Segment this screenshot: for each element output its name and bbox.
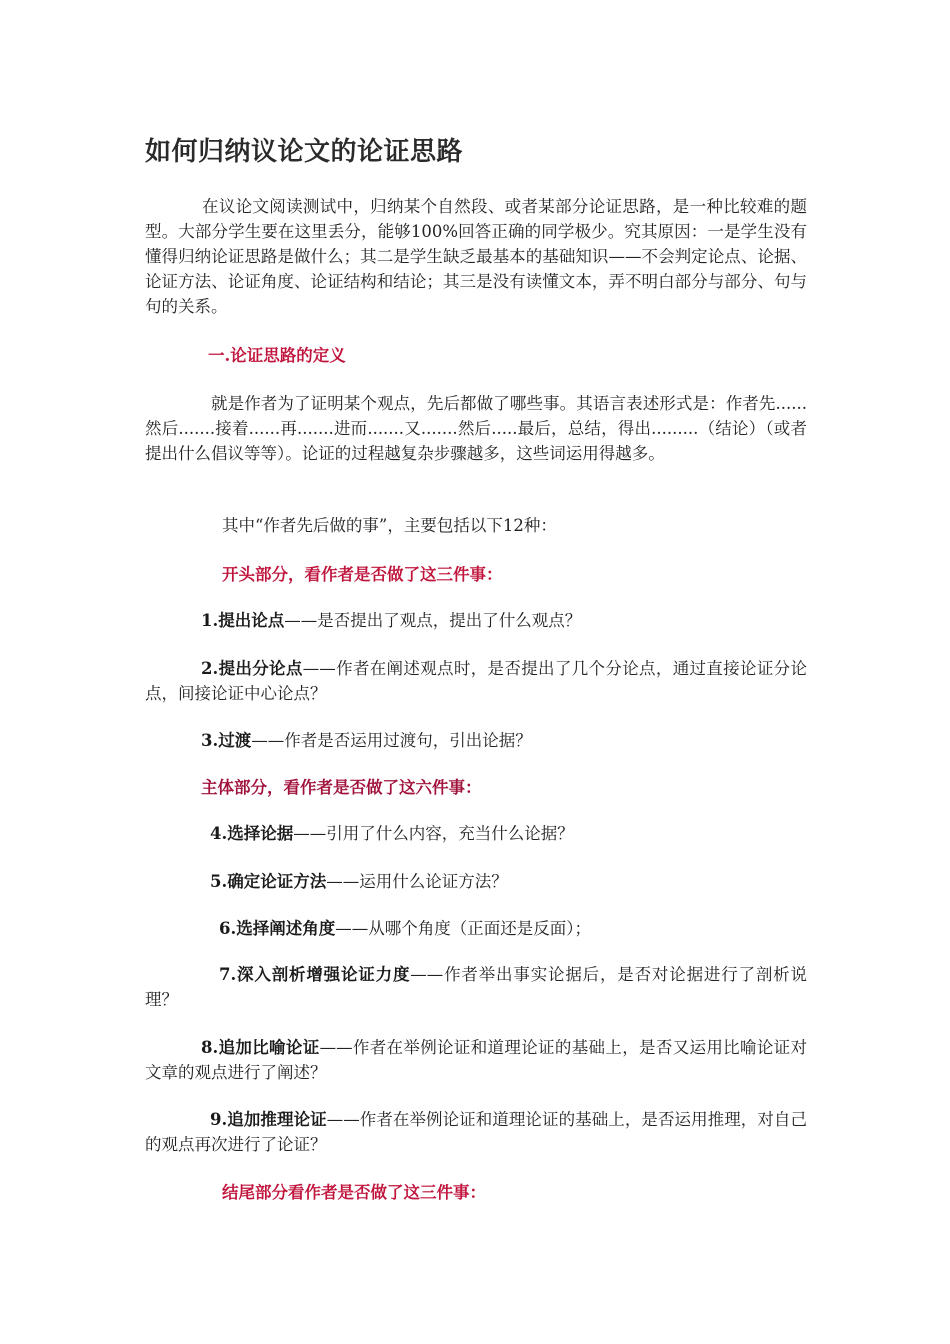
item-term: 选择论据: [227, 824, 294, 843]
definition-paragraph: 就是作者为了证明某个观点，先后都做了哪些事。其语言表述形式是：作者先......然后.......接着......再.......进而.......又.......然后.....最后，总结，得出.........（结论）（或者提出什么倡议等等）。论证的过程越复杂步骤越多，这些词运用得越多。: [145, 394, 807, 463]
page-title: 如何归纳议论文的论证思路: [145, 137, 464, 167]
list-item: [210, 869, 508, 894]
list-item: [201, 608, 581, 633]
item-description: ——作者举出事实论据后，是否对论据进行了剖析说理？: [145, 965, 808, 1009]
item-number: 9.: [210, 1110, 228, 1129]
item-description: ——作者在阐述观点时，是否提出了几个分论点，通过直接论证分论点，间接论证中心论点？: [145, 659, 808, 703]
item-description: ——从哪个角度（正面还是反面）；: [335, 919, 591, 938]
item-description: ——作者是否运用过渡句，引出论据？: [251, 731, 532, 750]
item-number: 7.: [219, 965, 237, 984]
list-item: [145, 656, 807, 706]
opening-part-heading: 开头部分，看作者是否做了这三件事：: [222, 565, 503, 584]
item-term: 追加比喻论证: [218, 1038, 320, 1057]
list-item: [145, 1035, 807, 1085]
item-number: 5.: [210, 872, 228, 891]
item-description: ——作者在举例论证和道理论证的基础上，是否又运用比喻论证对文章的观点进行了阐述？: [145, 1038, 808, 1082]
item-number: 8.: [201, 1038, 219, 1057]
list-item: [210, 821, 574, 846]
item-description: ——引用了什么内容，充当什么论据？: [293, 824, 574, 843]
item-term: 深入剖析增强论证力度: [236, 965, 411, 984]
item-term: 选择阐述角度: [236, 919, 336, 938]
item-number: 6.: [219, 919, 237, 938]
list-item: [219, 916, 591, 941]
item-number: 1.: [201, 611, 219, 630]
item-term: 追加推理论证: [227, 1110, 327, 1129]
intro-paragraph: 在议论文阅读测试中，归纳某个自然段、或者某部分论证思路，是一种比较难的题型。大部分学生要在这里丢分，能够100%回答正确的同学极少。究其原因：一是学生没有懂得归纳论证思路是做什么；其二是学生缺乏最基本的基础知识——不会判定论点、论据、论证方法、论证角度、论证结构和结论；其三是没有读懂文本，弄不明白部分与部分、句与句的关系。: [145, 197, 807, 316]
twelve-items-intro: 其中“作者先后做的事”，主要包括以下12种：: [222, 516, 557, 535]
item-description: ——运用什么论证方法？: [326, 872, 508, 891]
item-number: 2.: [201, 659, 219, 678]
list-item: [145, 1107, 807, 1157]
list-item: [145, 962, 807, 1012]
item-term: 提出分论点: [218, 659, 303, 678]
item-number: 3.: [201, 731, 219, 750]
item-term: 过渡: [218, 731, 252, 750]
item-description: ——是否提出了观点，提出了什么观点？: [284, 611, 582, 630]
list-item: [201, 728, 532, 753]
item-term: 确定论证方法: [227, 872, 327, 891]
ending-part-heading: 结尾部分看作者是否做了这三件事：: [222, 1183, 486, 1202]
item-description: ——作者在举例论证和道理论证的基础上，是否运用推理，对自己的观点再次进行了论证？: [145, 1110, 808, 1154]
body-part-heading: 主体部分，看作者是否做了这六件事：: [201, 778, 482, 797]
item-term: 提出论点: [218, 611, 285, 630]
item-number: 4.: [210, 824, 228, 843]
section-heading-definition: 一.论证思路的定义: [208, 346, 346, 365]
